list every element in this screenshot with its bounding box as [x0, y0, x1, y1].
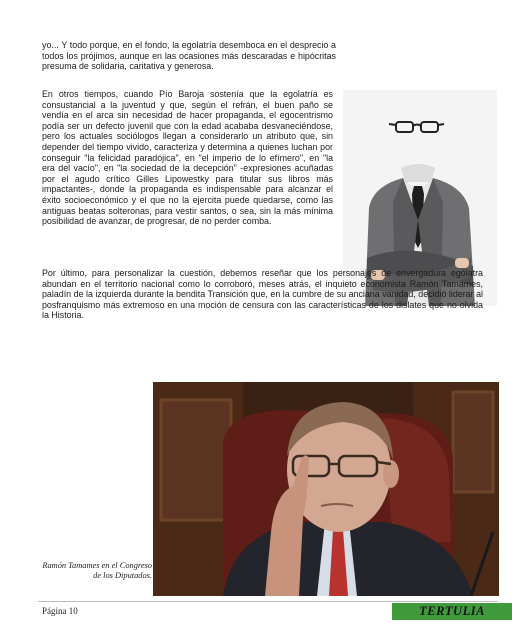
article-paragraph-2: En otros tiempos, cuando Pío Baroja sostenía que la egolatría es consustancial a la juventud y que, según el refrán, el buen paño se vendía en el arca sin necesidad de hacer propaganda, el egocentrismo podía ser un defecto juvenil que con la edad acababa desvaneciéndose, pero los actuales sociólogos llegan a considerarlo un atributo que, sin depender del tiempo vivido, caracteriza y determina a quienes luchan por conseguir "la felicidad paradójica", en "el imperio de lo efímero", en "la era del vacío", en "la sociedad de la decepción" -expresiones acuñadas por el agudo crítico Gilles Lipowestky para titular sus libros más impactantes-, donde la propaganda es indispensable para alcanzar el éxito socioeconómico y el que no la ejercita puede quedarse, como las antiguas beatas solteronas, para vestir santos, o sea, sin la más mínima posibilidad de avanzar, de progresar, de no perder comba. [42, 89, 333, 227]
tamames-photo [153, 382, 499, 596]
footer-divider [38, 601, 498, 602]
article-paragraph-3: Por último, para personalizar la cuestión, debemos reseñar que los personajes de envergadura ególatra abundan en el territorio nacional como lo corroboró, meses atrás, el inquieto economista Ramón Tamames, paladín de la izquierda durante la bendita Transición que, en la cumbre de su anciana vanidad, decidió liderar al posfranquismo más extremoso en una moción de censura con las características de los dislates que no olvida la Historia. [42, 268, 483, 321]
tamames-photo-svg [153, 382, 499, 596]
article-paragraph-1: yo... Y todo porque, en el fondo, la egolatría desemboca en el desprecio a todos los prójimos, aunque en las ocasiones más descaradas e hipócritas presuma de solidaria, caritativa y generosa. [42, 40, 336, 72]
photo-caption: Ramón Tamames en el Congreso de los Diputados. [42, 561, 152, 580]
page-number: Página 10 [42, 606, 78, 616]
magazine-brand: TERTULIA [392, 603, 512, 620]
